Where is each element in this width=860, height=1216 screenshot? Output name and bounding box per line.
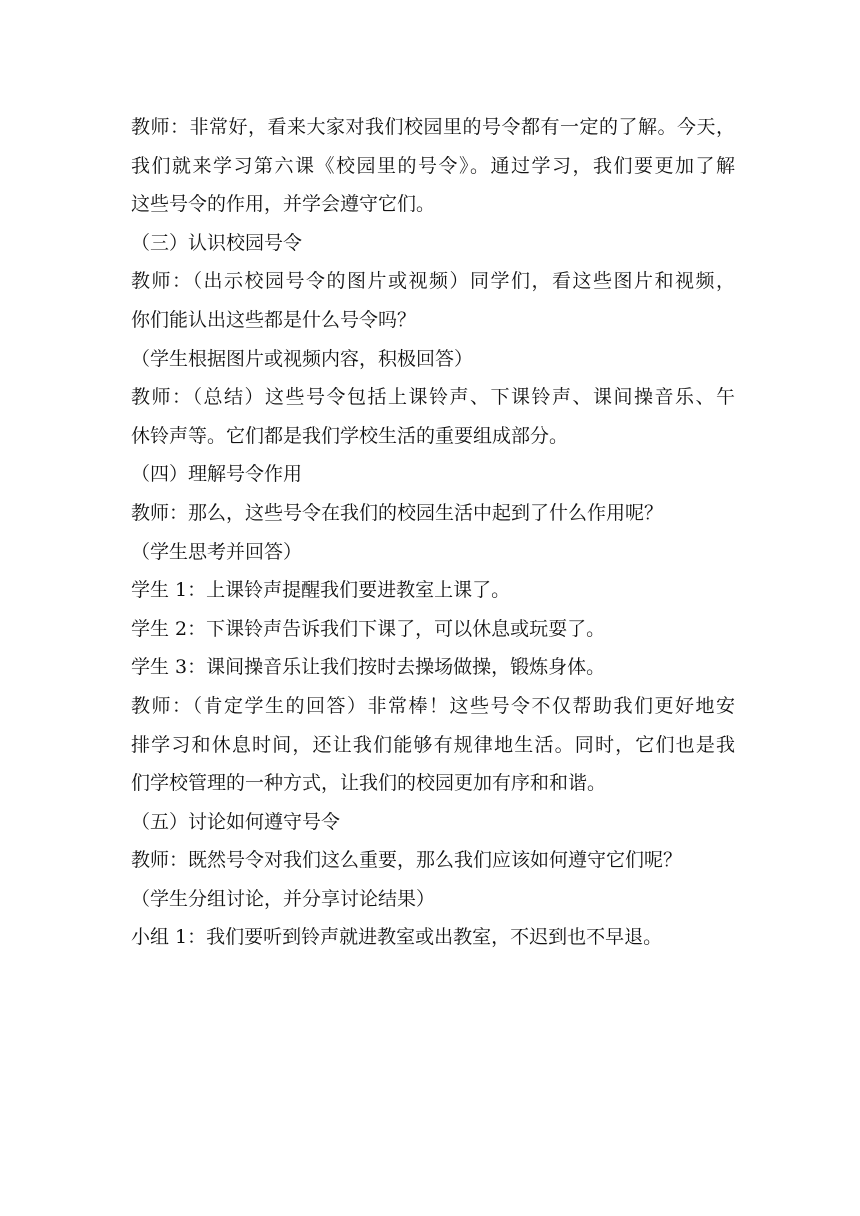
- section-heading: （五）讨论如何遵守号令: [131, 810, 341, 833]
- text-line: 学生 2：下课铃声告诉我们下课了，可以休息或玩耍了。: [131, 617, 606, 640]
- text-line: 教师：既然号令对我们这么重要，那么我们应该如何遵守它们呢？: [131, 849, 683, 872]
- text-line: 们学校管理的一种方式，让我们的校园更加有序和和谐。: [131, 772, 607, 795]
- section-heading: （四）理解号令作用: [131, 463, 303, 486]
- text-line: 学生 3：课间操音乐让我们按时去操场做操，锻炼身体。: [131, 656, 606, 679]
- text-line: 我们就来学习第六课《校园里的号令》。通过学习，我们要更加了解: [131, 154, 735, 177]
- text-line: 教师：（出示校园号令的图片或视频）同学们，看这些图片和视频，: [131, 270, 735, 293]
- text-line: 小组 1：我们要听到铃声就进教室或出教室，不迟到也不早退。: [131, 926, 663, 949]
- section-heading: （三）认识校园号令: [131, 231, 303, 254]
- text-line: 教师：非常好，看来大家对我们校园里的号令都有一定的了解。今天，: [131, 116, 735, 138]
- text-line: （学生思考并回答）: [131, 540, 303, 563]
- text-line: 教师：（总结）这些号令包括上课铃声、下课铃声、课间操音乐、午: [131, 386, 735, 409]
- text-line: 教师：那么，这些号令在我们的校园生活中起到了什么作用呢？: [131, 501, 664, 524]
- text-line: 学生 1：上课铃声提醒我们要进教室上课了。: [131, 579, 511, 602]
- text-line: 这些号令的作用，并学会遵守它们。: [131, 193, 436, 216]
- document-body: [131, 108, 735, 957]
- text-line: 教师：（肯定学生的回答）非常棒！这些号令不仅帮助我们更好地安: [131, 694, 735, 717]
- text-line: （学生根据图片或视频内容，积极回答）: [131, 347, 474, 370]
- text-line: 休铃声等。它们都是我们学校生活的重要组成部分。: [131, 424, 569, 447]
- text-line: （学生分组讨论，并分享讨论结果）: [131, 887, 436, 910]
- text-line: 你们能认出这些都是什么号令吗？: [131, 308, 417, 331]
- text-line: 排学习和休息时间，还让我们能够有规律地生活。同时，它们也是我: [131, 733, 735, 756]
